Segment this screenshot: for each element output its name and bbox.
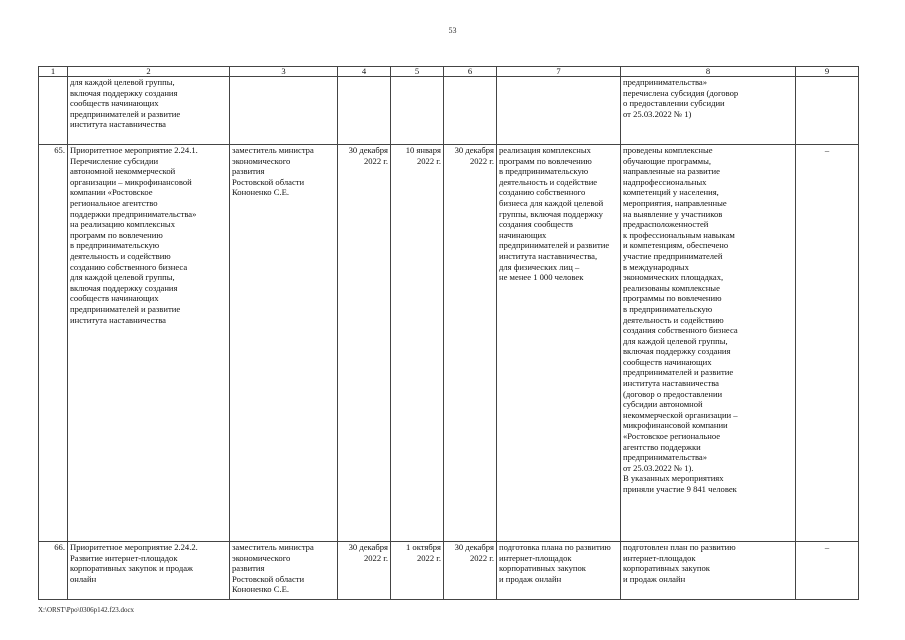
header-cell-2: 2	[68, 67, 230, 77]
actual-result-cell: подготовлен план по развитию интернет-площадок корпоративных закупок и продаж онлайн	[621, 542, 796, 600]
activity-cell: Приоритетное мероприятие 2.24.1. Перечисление субсидии автономной некоммерческой организации – микрофинансовой компании «Ростовское региональное агентство поддержки предпринимательства» на реализацию комплексных программ по вовлечению в предпринимательскую деятельность и содействию созданию собственного бизнеса для каждой целевой группы, включая поддержку создания сообществ начинающих предпринимателей и развитие института наставничества	[68, 145, 230, 542]
activity-cell: для каждой целевой группы, включая поддержку создания сообществ начинающих предпринимателей и развитие института наставничества	[68, 77, 230, 145]
report-table	[38, 66, 859, 600]
start-date-cell: 30 декабря 2022 г.	[338, 542, 391, 600]
page-number: 53	[448, 26, 457, 35]
header-cell-5: 5	[391, 67, 444, 77]
actual-result-cell: предпринимательства» перечислена субсидия (договор о предоставлении субсидии от 25.03.2022 № 1)	[621, 77, 796, 145]
actual-result-cell: проведены комплексные обучающие программы, направленные на развитие надпрофессиональных компетенций у населения, мероприятия, направленные на выявление у участников предрасположенностей к профессиональным навыкам и компетенциям, обеспечено участие предпринимателей в международных экономических площадках, реализованы комплексные программы по вовлечению в предпринимательскую деятельность и содействию создания собственного бизнеса для каждой целевой группы, включая поддержку создания сообществ начинающих предпринимателей и развитие института наставничества (договор о предоставлении субсидии автономной некоммерческой организации – микрофинансовой компании «Ростовское региональное агентство поддержки предпринимательства» от 25.03.2022 № 1). В указанных мероприятиях приняли участие 9 841 человек	[621, 145, 796, 542]
responsible-cell: заместитель министра экономического развития Ростовской области Кононенко С.Е.	[230, 145, 338, 542]
file-path-footer: X:\ORST\Ppo\0306p142.f23.docx	[38, 606, 135, 614]
fact-date-cell	[444, 77, 497, 145]
row-number: 66.	[39, 542, 68, 600]
expected-result-cell	[497, 77, 621, 145]
responsible-cell: заместитель министра экономического развития Ростовской области Кононенко С.Е.	[230, 542, 338, 600]
start-date-cell	[338, 77, 391, 145]
plan-date-cell: 10 января 2022 г.	[391, 145, 444, 542]
note-cell: –	[796, 145, 859, 542]
plan-date-cell: 1 октября 2022 г.	[391, 542, 444, 600]
header-cell-8: 8	[621, 67, 796, 77]
table-row	[39, 542, 859, 600]
fact-date-cell: 30 декабря 2022 г.	[444, 542, 497, 600]
column-number-row	[39, 67, 859, 77]
row-number: 65.	[39, 145, 68, 542]
note-cell	[796, 77, 859, 145]
table-row	[39, 77, 859, 145]
header-cell-7: 7	[497, 67, 621, 77]
expected-result-cell: подготовка плана по развитию интернет-площадок корпоративных закупок и продаж онлайн	[497, 542, 621, 600]
expected-result-cell: реализация комплексных программ по вовлечению в предпринимательскую деятельность и содействие созданию собственного бизнеса для каждой целевой группы, включая поддержку создания сообществ начинающих предпринимателей и развитие института наставничества, для физических лиц – не менее 1 000 человек	[497, 145, 621, 542]
start-date-cell: 30 декабря 2022 г.	[338, 145, 391, 542]
header-cell-6: 6	[444, 67, 497, 77]
table-row	[39, 145, 859, 542]
note-cell: –	[796, 542, 859, 600]
header-cell-4: 4	[338, 67, 391, 77]
header-cell-1: 1	[39, 67, 68, 77]
header-cell-9: 9	[796, 67, 859, 77]
plan-date-cell	[391, 77, 444, 145]
activity-cell: Приоритетное мероприятие 2.24.2. Развитие интернет-площадок корпоративных закупок и продаж онлайн	[68, 542, 230, 600]
row-number	[39, 77, 68, 145]
responsible-cell	[230, 77, 338, 145]
header-cell-3: 3	[230, 67, 338, 77]
fact-date-cell: 30 декабря 2022 г.	[444, 145, 497, 542]
